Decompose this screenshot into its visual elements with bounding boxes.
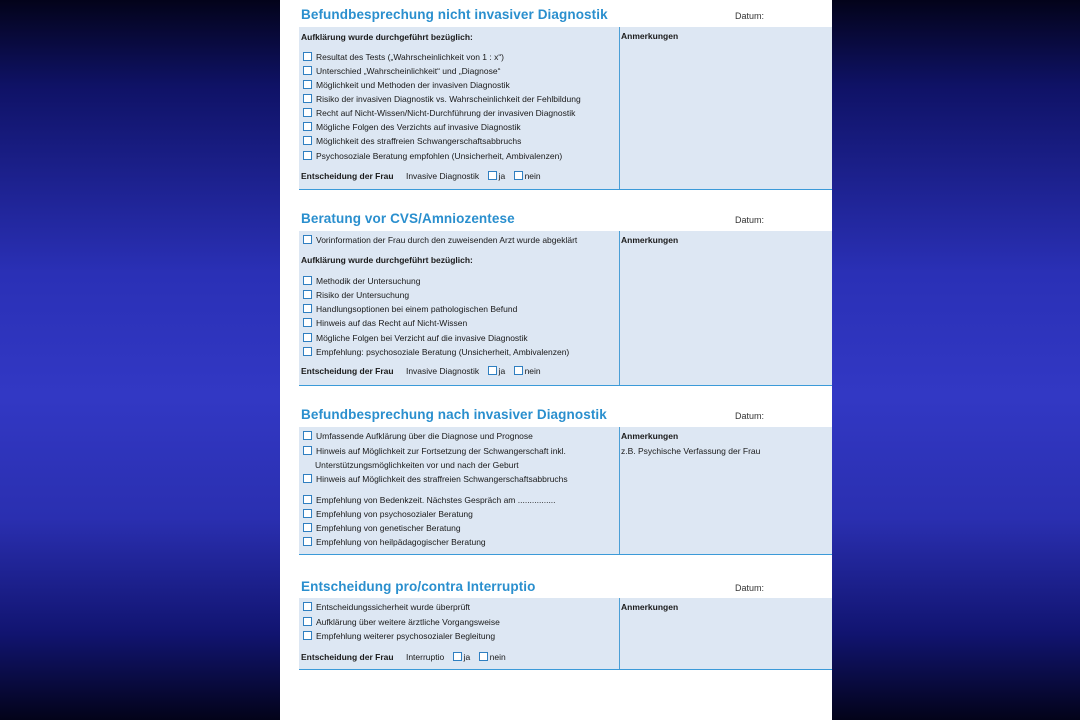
checkbox[interactable] <box>303 509 312 518</box>
checkbox[interactable] <box>303 431 312 440</box>
checklist-item[interactable]: Empfehlung von Bedenkzeit. Nächstes Gespräch am ................ <box>303 494 556 507</box>
decision-subject: Invasive Diagnostik <box>405 171 480 181</box>
decision-label: Entscheidung der Frau <box>301 652 394 662</box>
checklist-item[interactable]: Empfehlung von heilpädagogischer Beratung <box>303 536 486 549</box>
checklist-item[interactable]: Psychosoziale Beratung empfohlen (Unsicherheit, Ambivalenzen) <box>303 150 562 163</box>
decision-subject: Interruptio <box>405 652 445 662</box>
decision-row <box>301 366 541 376</box>
checkbox[interactable] <box>303 52 312 61</box>
checklist-item[interactable]: Möglichkeit des straffreien Schwangerschaftsabbruchs <box>303 135 521 148</box>
checklist-item[interactable]: Empfehlung weiterer psychosozialer Begleitung <box>303 630 495 643</box>
checklist-item[interactable]: Möglichkeit und Methoden der invasiven Diagnostik <box>303 79 510 92</box>
column-divider <box>619 598 620 669</box>
checklist-item[interactable]: Empfehlung von psychosozialer Beratung <box>303 508 473 521</box>
datum-label: Datum: <box>735 215 765 225</box>
checkbox[interactable] <box>303 617 312 626</box>
checklist-item[interactable]: Mögliche Folgen bei Verzicht auf die invasive Diagnostik <box>303 332 528 345</box>
section-panel <box>299 427 832 555</box>
section-title: Entscheidung pro/contra Interruptio <box>301 579 536 594</box>
checklist-item[interactable]: Recht auf Nicht-Wissen/Nicht-Durchführung der invasiven Diagnostik <box>303 107 575 120</box>
annotations-label: Anmerkungen <box>621 235 679 245</box>
checklist-item[interactable]: Unterschied „Wahrscheinlichkeit“ und „Diagnose“ <box>303 65 500 78</box>
datum-label: Datum: <box>735 11 765 21</box>
checkbox[interactable] <box>488 366 497 375</box>
decision-row <box>301 171 541 181</box>
datum-label: Datum: <box>735 411 765 421</box>
checklist-item[interactable]: Risiko der Untersuchung <box>303 289 409 302</box>
option-yes[interactable]: ja <box>488 366 506 376</box>
annotations-label: Anmerkungen <box>621 431 679 441</box>
checklist-item-continuation: Unterstützungsmöglichkeiten vor und nach der Geburt <box>315 460 519 470</box>
checklist-item[interactable]: Umfassende Aufklärung über die Diagnose und Prognose <box>303 430 533 443</box>
option-no[interactable]: nein <box>514 171 541 181</box>
checkbox[interactable] <box>514 366 523 375</box>
checkbox[interactable] <box>303 446 312 455</box>
datum-label: Datum: <box>735 583 765 593</box>
section-title: Befundbesprechung nicht invasiver Diagnostik <box>301 7 608 22</box>
annotations-label: Anmerkungen <box>621 602 679 612</box>
section-panel <box>299 27 832 190</box>
checkbox[interactable] <box>479 652 488 661</box>
checkbox[interactable] <box>514 171 523 180</box>
checkbox[interactable] <box>303 290 312 299</box>
checkbox[interactable] <box>303 276 312 285</box>
section-title: Beratung vor CVS/Amniozentese <box>301 211 515 226</box>
checkbox[interactable] <box>453 652 462 661</box>
checkbox[interactable] <box>303 495 312 504</box>
checkbox[interactable] <box>303 304 312 313</box>
decision-label: Entscheidung der Frau <box>301 171 394 181</box>
checklist-item[interactable]: Hinweis auf Möglichkeit des straffreien Schwangerschaftsabbruchs <box>303 473 568 486</box>
checklist-item[interactable]: Empfehlung von genetischer Beratung <box>303 522 461 535</box>
decision-label: Entscheidung der Frau <box>301 366 394 376</box>
annotations-label: Anmerkungen <box>621 31 679 41</box>
checkbox[interactable] <box>303 631 312 640</box>
checklist-item[interactable]: Handlungsoptionen bei einem pathologischen Befund <box>303 303 517 316</box>
checkbox[interactable] <box>303 136 312 145</box>
checkbox[interactable] <box>303 347 312 356</box>
checklist-item[interactable]: Methodik der Untersuchung <box>303 275 420 288</box>
checkbox[interactable] <box>303 122 312 131</box>
option-yes[interactable]: ja <box>453 652 471 662</box>
option-no[interactable]: nein <box>479 652 506 662</box>
explanation-heading: Aufklärung wurde durchgeführt bezüglich: <box>301 32 473 42</box>
checkbox[interactable] <box>303 151 312 160</box>
decision-row <box>301 652 506 662</box>
column-divider <box>619 27 620 189</box>
checkbox[interactable] <box>303 318 312 327</box>
checklist-item[interactable]: Vorinformation der Frau durch den zuweisenden Arzt wurde abgeklärt <box>303 234 577 247</box>
column-divider <box>619 427 620 554</box>
checkbox[interactable] <box>303 108 312 117</box>
section-panel <box>299 598 832 670</box>
option-no[interactable]: nein <box>514 366 541 376</box>
checkbox[interactable] <box>303 537 312 546</box>
checklist-item[interactable]: Risiko der invasiven Diagnostik vs. Wahrscheinlichkeit der Fehlbildung <box>303 93 581 106</box>
checklist-item[interactable]: Hinweis auf Möglichkeit zur Fortsetzung der Schwangerschaft inkl. <box>303 445 566 458</box>
annotation-note: z.B. Psychische Verfassung der Frau <box>621 446 761 456</box>
checklist-item[interactable]: Entscheidungssicherheit wurde überprüft <box>303 601 470 614</box>
checkbox[interactable] <box>303 66 312 75</box>
explanation-heading: Aufklärung wurde durchgeführt bezüglich: <box>301 255 473 265</box>
decision-subject: Invasive Diagnostik <box>405 366 480 376</box>
checkbox[interactable] <box>303 80 312 89</box>
section-title: Befundbesprechung nach invasiver Diagnostik <box>301 407 607 422</box>
checkbox[interactable] <box>488 171 497 180</box>
section-panel <box>299 231 832 386</box>
column-divider <box>619 231 620 385</box>
checklist-item[interactable]: Aufklärung über weitere ärztliche Vorgangsweise <box>303 616 500 629</box>
checklist-item[interactable]: Mögliche Folgen des Verzichts auf invasive Diagnostik <box>303 121 521 134</box>
checklist-item[interactable]: Resultat des Tests („Wahrscheinlichkeit von 1 : x“) <box>303 51 504 64</box>
checklist-item[interactable]: Hinweis auf das Recht auf Nicht-Wissen <box>303 317 467 330</box>
checkbox[interactable] <box>303 333 312 342</box>
checkbox[interactable] <box>303 523 312 532</box>
checklist-item[interactable]: Empfehlung: psychosoziale Beratung (Unsicherheit, Ambivalenzen) <box>303 346 569 359</box>
option-yes[interactable]: ja <box>488 171 506 181</box>
checkbox[interactable] <box>303 474 312 483</box>
checkbox[interactable] <box>303 94 312 103</box>
form-page <box>280 0 832 720</box>
checkbox[interactable] <box>303 602 312 611</box>
checkbox[interactable] <box>303 235 312 244</box>
